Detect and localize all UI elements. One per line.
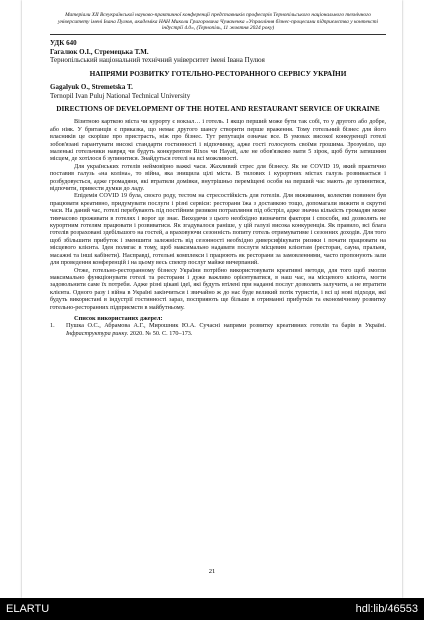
conference-header-note: Матеріали XII Всеукраїнської науково-практичної конференції представників професорів Тернопільського національного технічного університету імені Івана Пулюя, академіка НАН Миколи Григоровича Чумаченка «Управління бізнес-процесами підприємства у контексті індустрії 4.0», (Тернопіль, 11 жовтня 2024 року) [50, 12, 386, 35]
references-heading: Список використаних джерел: [74, 314, 163, 322]
document-page [22, 0, 402, 598]
repository-footer-bar [0, 598, 424, 620]
reference-text [66, 322, 386, 337]
authors-ua: Гагалюк О.І., Стремецька Т.М. [50, 47, 149, 56]
paragraph-4: Отже, готельно-ресторанному бізнесу України потрібно використовувати креативні методи, для того щоб змогли максимально функціонувати готелі та ресторани і дуже важливо орієнтуватися, в наш час, на місцевого клієнта, могти задовольнити саме їх потреби. Адже різні цікаві ідеї, які будуть втілені при наданні послуг дозволять залучити, а не втратити клієнта. Одного разу і війна в Україні закінчиться і звичайно ж до нас будe великий потік туристів, і всі ці нові підходи, які будуть використані в індустрії гостинності зараз, посприяють ще більше в отриманні прибутків та економічному розвитку готельно-ресторанних підприємств в майбутньому. [50, 266, 386, 311]
page-number: 21 [208, 568, 216, 575]
paragraph-2: Для українських готелів неймовірно важкі часи. Жахливий стрес для бізнесу. Як не COVID 19, який практично поставив галузь «на коліна», то війна, яка знищила цілі міста. В тилових і курортних містах галузь розвивається і розбудовується, адже громадяни, які втратили домівки, внутрішньо переміщені особи на перший час мають де зупинитися, відпочити, привести думки до ладу. [50, 162, 386, 193]
title-en: DIRECTIONS OF DEVELOPMENT OF THE HOTEL AND RESTAURANT SERVICE OF UKRAINE [56, 103, 380, 113]
page-content [50, 12, 386, 337]
title-ua: НАПРЯМИ РОЗВИТКУ ГОТЕЛЬНО-РЕСТОРАННОГО СЕРВІСУ УКРАЇНИ [89, 69, 347, 79]
reference-journal: Інфраструктура ринку. [66, 329, 129, 337]
udk-code: УДК 640 [50, 38, 77, 47]
reference-authors-title: Пушка О.С., Абрамова А.Г., Мирошник Ю.А. Сучасні напрями розвитку креативних готелів та барів в Україні. [66, 322, 386, 330]
repository-name: ELARTU [6, 603, 50, 615]
paragraph-1: Візитною карткою міста чи курорту є вокзал… і готель. І якщо перший може бути так собі, то у другого або добре, або ніяк. У британців є приказка, що немає другого шансу створити перше враження. Тому готельний бізнес для його власників це скоріше про пристрасть, ніж про бізнес. Тут репутація означає все. В умовах високої конкуренції готелі зобов'язані гарантувати високі стандарти гостинності і відпочинку, адже гості голосують своїми грошима. Зрозуміло, що маленькі готельчики навряд чи будуть конкурентом Rixos чи Hayatt, але не обов'язково мати 5 зірок, щоб бути затишним місцем, де хотілося б зупинитися. Знайдуться готелі на всі можливості. [50, 118, 386, 163]
article-body [50, 118, 386, 311]
reference-details: 2020. № 50. С. 170–173. [129, 329, 193, 337]
authors-en: Gagalyuk O., Stremetska T. [50, 83, 133, 92]
affiliation-en: Ternopil Ivan Puluj National Technical University [50, 91, 191, 100]
affiliation-ua: Тернопільський національний технічний університет імені Івана Пулюя [50, 56, 265, 65]
paragraph-3: Епідемія COVID 19 була, своєго роду, тестом на стресостійкість для готелів. Для виживання, колектив повинен був працювати креативно, придумувати послуги і різні сервіси: ресторани їжа з доставкою тощо, допомагали вижити в скрутні часи. На даний час, готелі перебувають під постійним ризиком потрапляння під обстріл, адже значна кількість громадян може тимчасово проживати в готелях і ворог це знає. Виходячи з цього необхідно визначити фактори і способи, які дозволять не курортним готелям працювати і розвиватися. Як згадувалося раніше, у цій галузі висока конкуренція. Як правило, всі блага готелів розраховані здебільшого на гостей, а враховуючи сезонність попиту готель отримуватиме і сезонних доходів. Для того щоб збільшити прибуток і зменшити залежність від сезонності необхідно диверсифікувати ризики і почати працювати на місцевого клієнта. Ідея полягає в тому, щоб максимально надавати послуги місцевим клієнтам (ресторан, сауна, пральня, масажні та інші кабінети). Насправді, готельні комплекси і працюють як ресторани за замовленнями, часто пропонують зали для проведення конференцій і на цьому весь спектр послуг майже вичерпаний. [50, 192, 386, 267]
reference-item [50, 322, 386, 337]
reference-number: 1. [50, 322, 55, 330]
handle-identifier: hdl:lib/46553 [355, 603, 418, 615]
